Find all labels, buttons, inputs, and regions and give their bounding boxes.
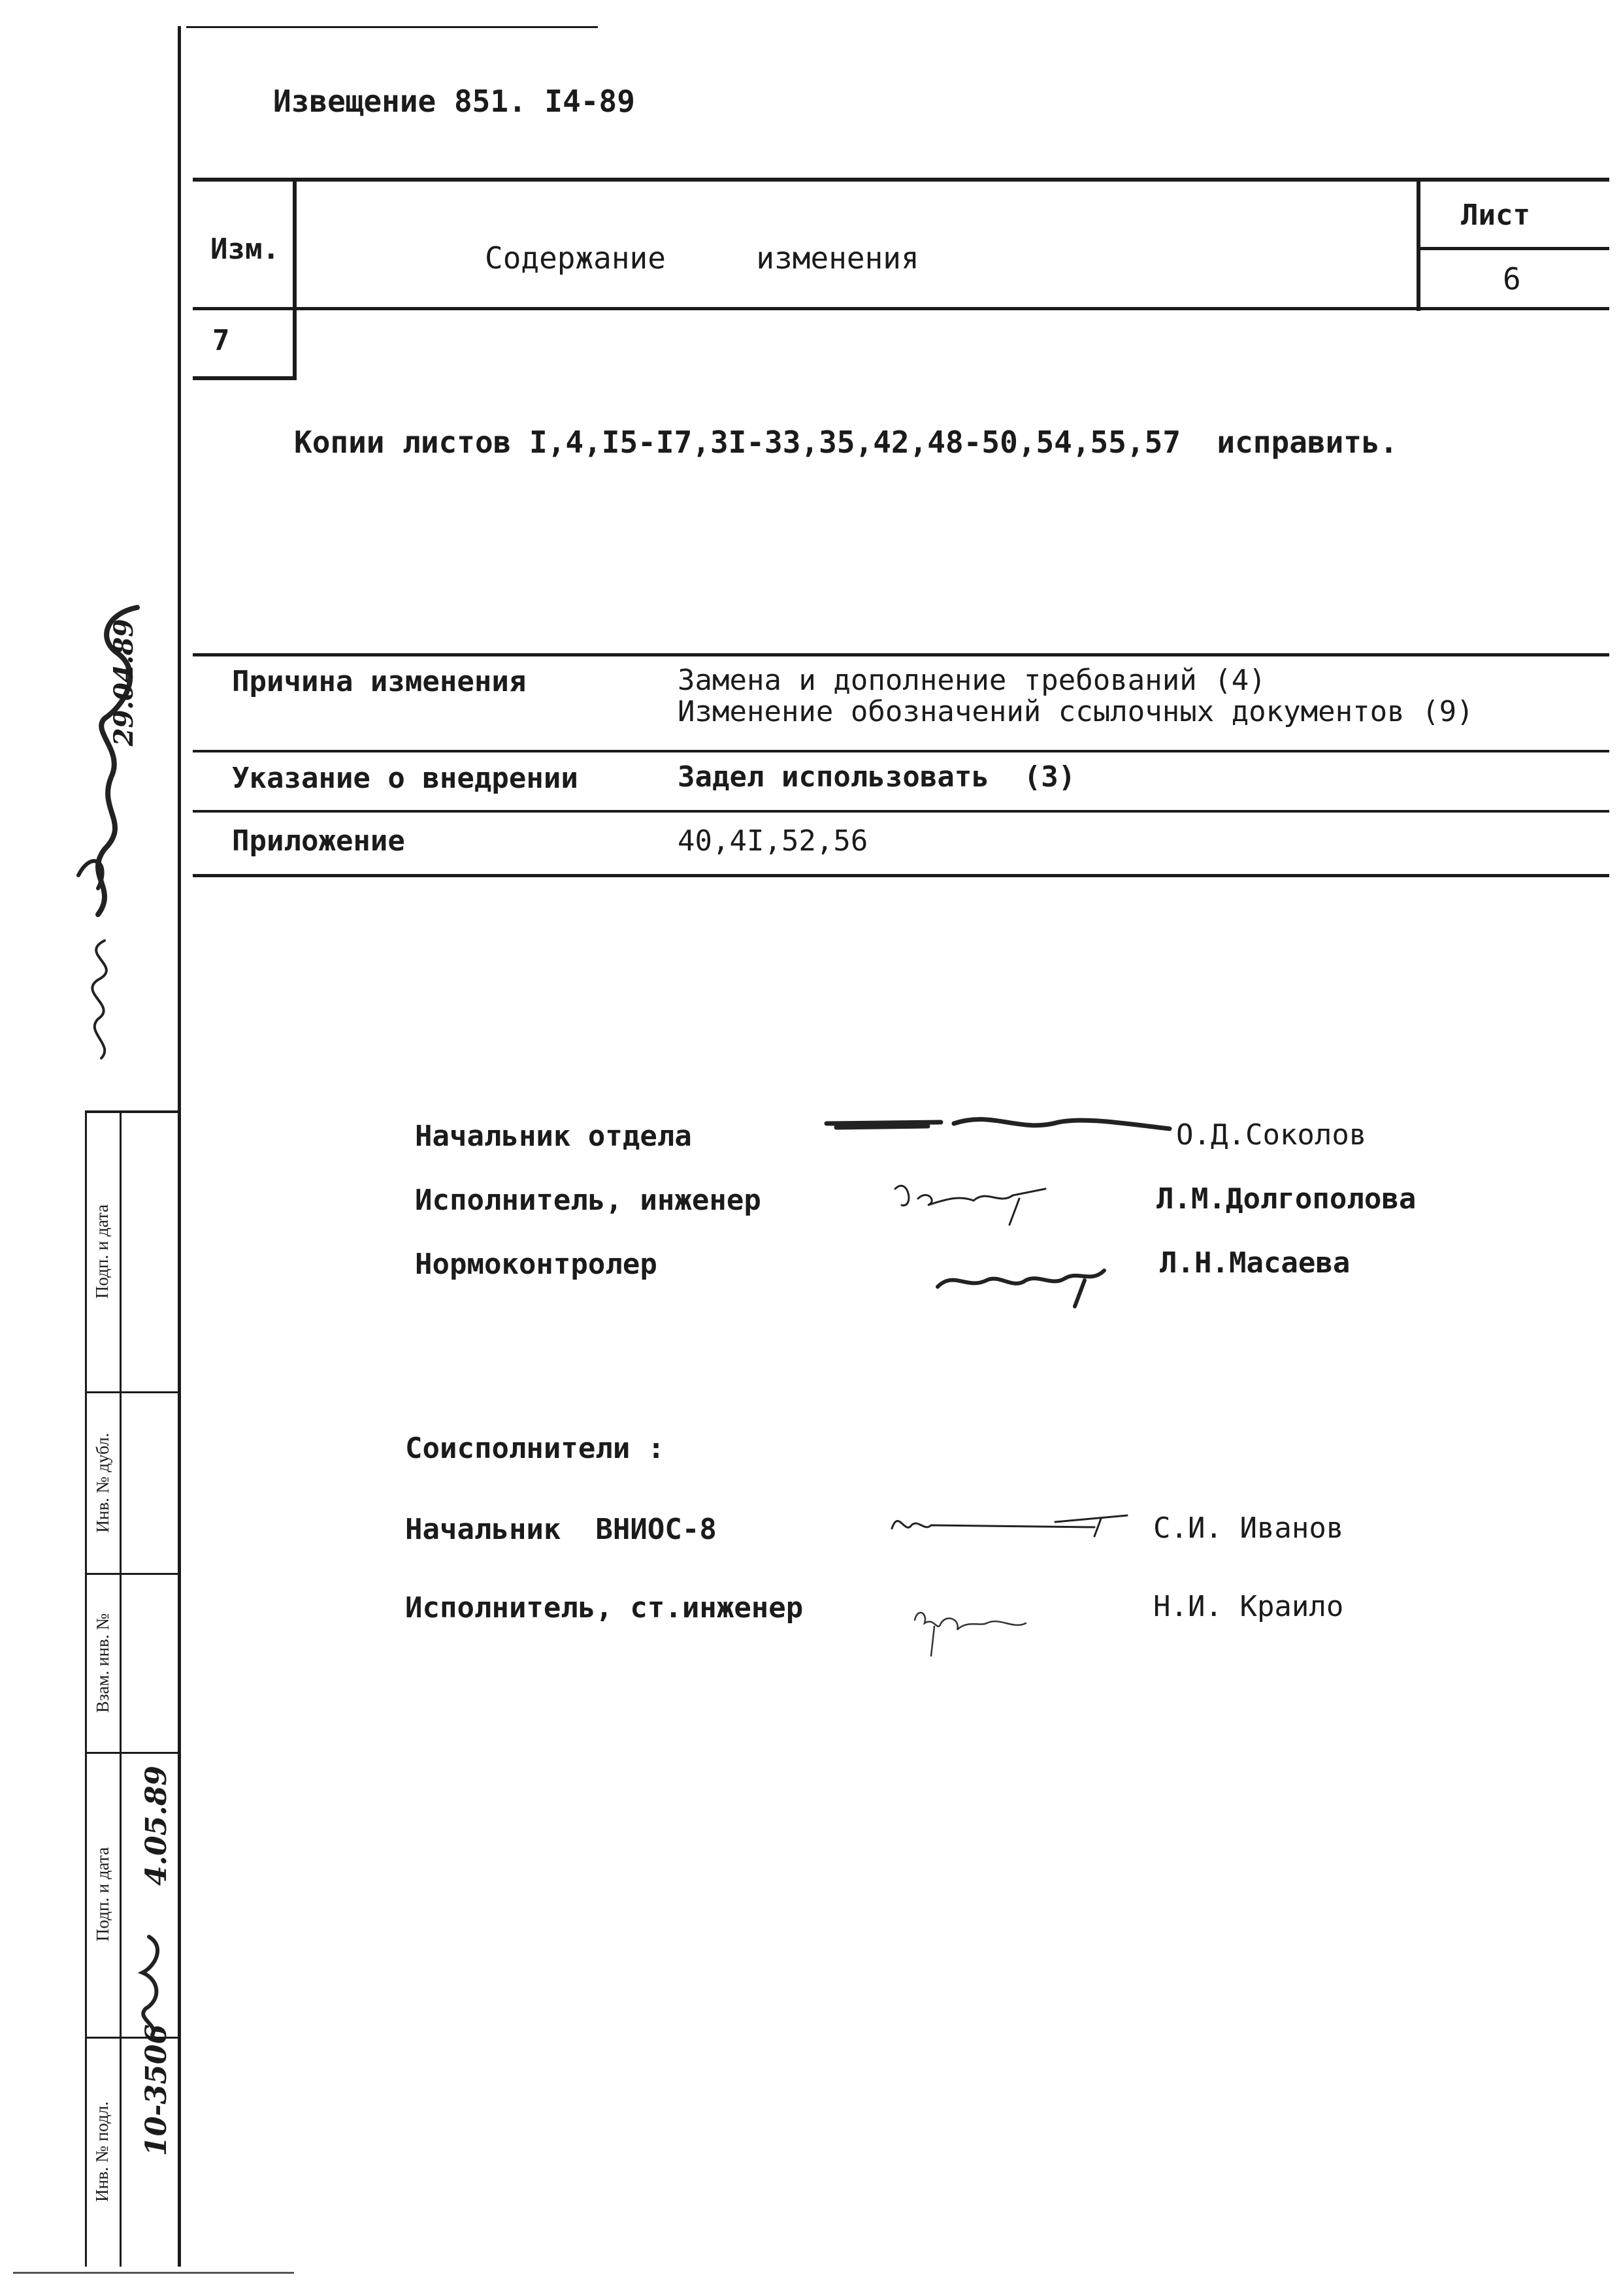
handwritten-signature <box>885 1502 1147 1542</box>
handwritten-signature <box>908 1594 1104 1659</box>
body-text: Копии листов I,4,I5-I7,3I-33,35,42,48-50,54,55,57 исправить. <box>294 425 1398 460</box>
stamp-label: Подп. и дата <box>93 1847 112 1942</box>
co-executor-role: Исполнитель, ст.инженер <box>405 1591 804 1625</box>
handwritten-signature <box>934 1251 1130 1310</box>
signature-name: Л.Н.Масаева <box>1160 1246 1351 1280</box>
appendix-value: 40,4I,52,56 <box>678 824 868 858</box>
bottom-border <box>13 2272 294 2274</box>
co-executor-role: Начальник ВНИОС-8 <box>405 1513 717 1546</box>
margin-signature <box>39 601 170 941</box>
handwritten-signature <box>823 1104 1176 1143</box>
signature-role: Нормоконтролер <box>415 1248 657 1281</box>
stamp-label: Инв. № дубл. <box>93 1432 112 1533</box>
change-column-label: Изм. <box>210 233 280 266</box>
co-executor-name: С.И. Иванов <box>1153 1512 1344 1545</box>
reason-label: Причина изменения <box>232 665 527 698</box>
margin-scribble <box>52 934 144 1065</box>
stamp-label: Подп. и дата <box>92 1204 112 1299</box>
signature-role: Начальник отдела <box>415 1120 692 1153</box>
co-executor-name: Н.И. Краило <box>1153 1590 1344 1623</box>
signature-role: Исполнитель, инженер <box>415 1184 761 1217</box>
co-executors-heading: Соисполнители : <box>405 1432 665 1465</box>
signature-name: О.Д.Соколов <box>1176 1118 1367 1152</box>
sheet-column-label: Лист <box>1461 199 1530 232</box>
stamp-label: Взам. инв. № <box>93 1613 112 1713</box>
margin-date: 29.04.89 <box>108 619 139 747</box>
reason-line-2: Изменение обозначений ссылочных документов (9) <box>678 695 1474 728</box>
reason-line-1: Замена и дополнение требований (4) <box>678 664 1266 697</box>
signature-name: Л.М.Долгополова <box>1156 1182 1417 1216</box>
appendix-label: Приложение <box>232 824 405 858</box>
left-border <box>178 26 181 2267</box>
instruction-label: Указание о внедрении <box>232 762 578 795</box>
top-border <box>186 26 598 28</box>
sheet-number: 6 <box>1503 261 1521 297</box>
stamp-label: Инв. № подл. <box>92 2101 112 2202</box>
change-number: 7 <box>212 324 230 357</box>
handwritten-signature <box>889 1169 1058 1228</box>
content-column-label: Содержание изменения <box>485 240 919 276</box>
notice-title: Извещение 851. I4-89 <box>273 84 635 119</box>
handwritten-date: 4.05.89 <box>140 1766 173 1886</box>
instruction-value: Задел использовать (3) <box>678 760 1076 794</box>
handwritten-inventory: 10-3506 <box>140 2024 173 2156</box>
